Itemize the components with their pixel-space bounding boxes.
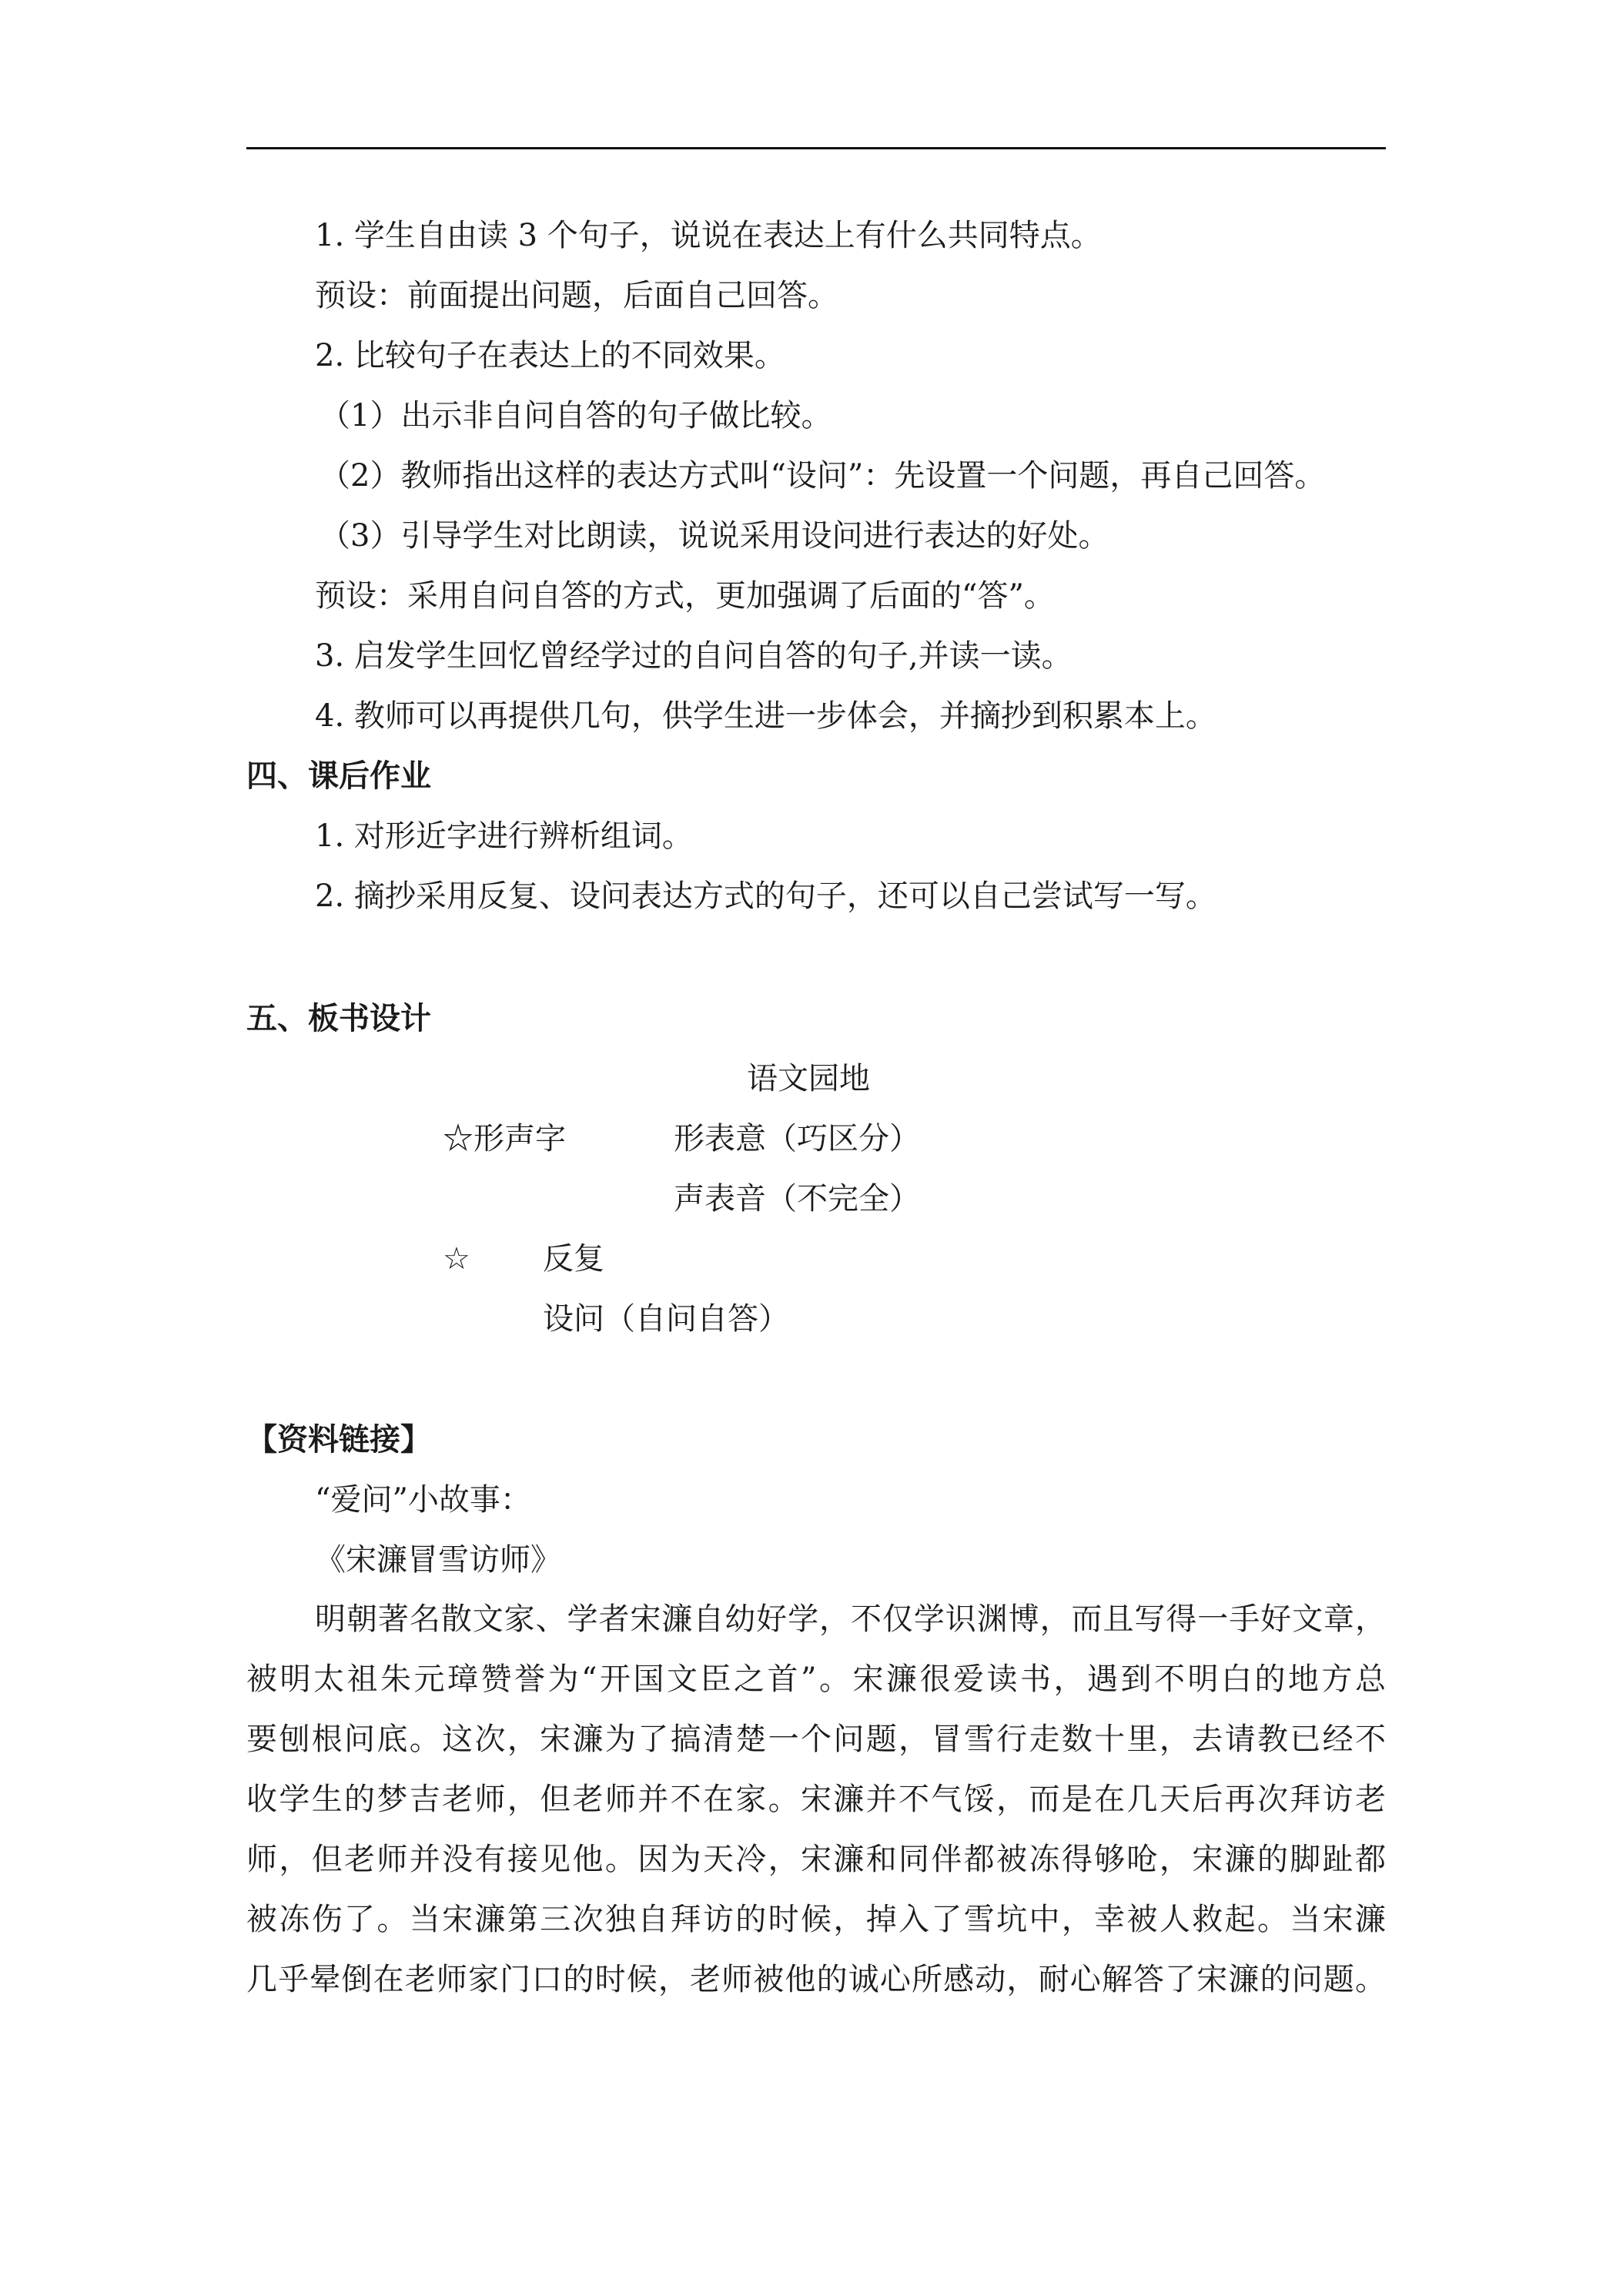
board-line-2: 声表音（不完全） (674, 1181, 920, 1217)
board-line-3: 反复 (543, 1241, 604, 1277)
step-line-8: 3. 启发学生回忆曾经学过的自问自答的句子,并读一读。 (315, 638, 1073, 674)
header-rule (246, 147, 1386, 149)
step-line-6: （3）引导学生对比朗读，说说采用设问进行表达的好处。 (320, 518, 1109, 554)
story-label: “爱问”小故事： (315, 1482, 531, 1518)
step-line-1: 1. 学生自由读 3 个句子，说说在表达上有什么共同特点。 (315, 218, 1102, 253)
board-star-2: ☆ (443, 1241, 470, 1277)
step-line-7: 预设：采用自问自答的方式，更加强调了后面的“答”。 (315, 578, 1055, 614)
step-line-5: （2）教师指出这样的表达方式叫“设问”：先设置一个问题，再自己回答。 (320, 458, 1326, 494)
story-line-6: 被冻伤了。当宋濂第三次独自拜访的时候，掉入了雪坑中，幸被人救起。当宋濂 (246, 1902, 1386, 1937)
story-line-2: 被明太祖朱元璋赞誉为“开国文臣之首”。宋濂很爱读书，遇到不明白的地方总 (246, 1662, 1386, 1697)
story-paragraph (246, 1589, 1386, 2010)
story-line-7: 几乎晕倒在老师家门口的时候，老师被他的诚心所感动，耐心解答了宋濂的问题。 (246, 1962, 1386, 1997)
homework-item-2: 2. 摘抄采用反复、设问表达方式的句子，还可以自己尝试写一写。 (315, 879, 1216, 914)
board-line-4: 设问（自问自答） (543, 1301, 789, 1337)
story-line-5: 师，但老师并没有接见他。因为天冷，宋濂和同伴都被冻得够呛，宋濂的脚趾都 (246, 1842, 1386, 1877)
step-line-2: 预设：前面提出问题，后面自己回答。 (315, 278, 838, 313)
board-line-1: 形表意（巧区分） (674, 1121, 920, 1156)
story-line-3: 要刨根问底。这次，宋濂为了搞清楚一个问题，冒雪行走数十里，去请教已经不 (246, 1722, 1386, 1757)
homework-item-1: 1. 对形近字进行辨析组词。 (315, 818, 693, 854)
section4-heading: 四、课后作业 (246, 758, 431, 794)
step-line-9: 4. 教师可以再提供几句，供学生进一步体会，并摘抄到积累本上。 (315, 698, 1216, 734)
story-title: 《宋濂冒雪访师》 (315, 1542, 561, 1578)
board-star-1: ☆形声字 (443, 1121, 566, 1156)
story-line-1: 明朝著名散文家、学者宋濂自幼好学，不仅学识渊博，而且写得一手好文章， (315, 1602, 1386, 1637)
step-line-3: 2. 比较句子在表达上的不同效果。 (315, 338, 785, 373)
step-line-4: （1）出示非自问自答的句子做比较。 (320, 398, 832, 433)
section5-heading: 五、板书设计 (246, 1000, 431, 1036)
story-line-4: 收学生的梦吉老师，但老师并不在家。宋濂并不气馁，而是在几天后再次拜访老 (246, 1782, 1386, 1817)
resource-heading: 【资料链接】 (246, 1421, 431, 1458)
board-title: 语文园地 (747, 1061, 870, 1096)
